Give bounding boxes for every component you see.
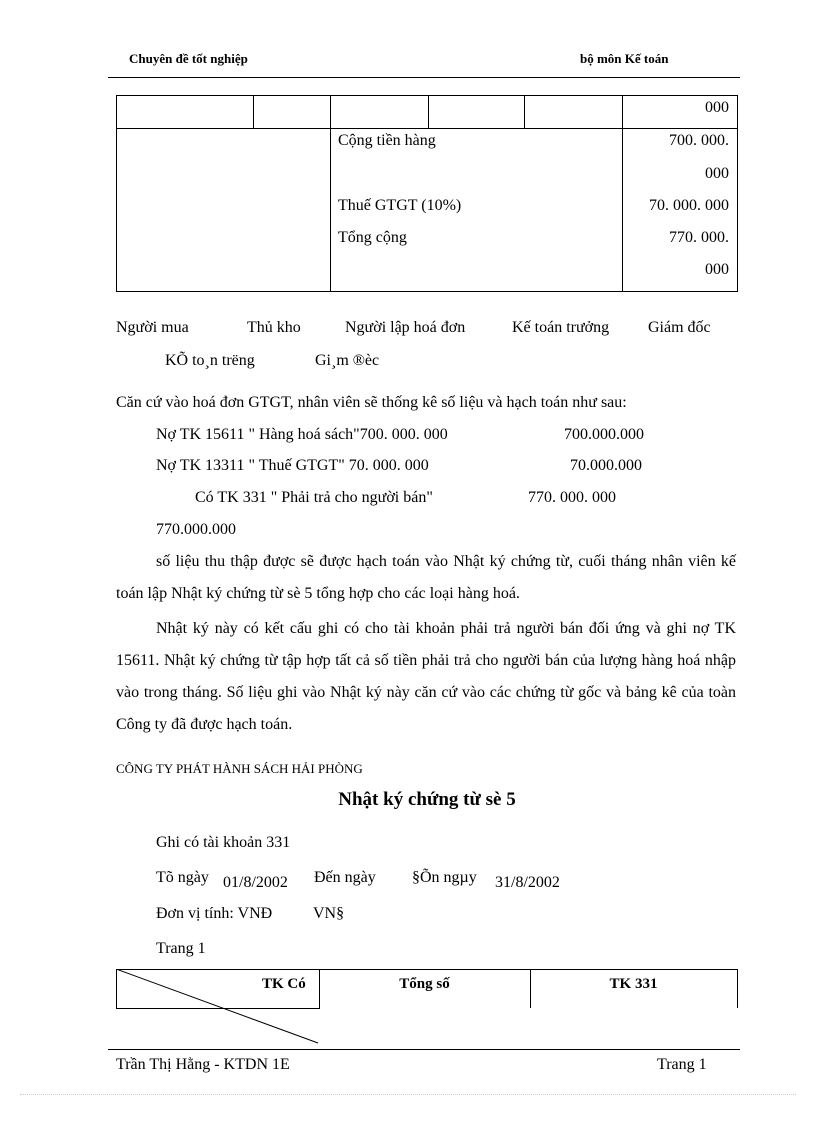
signature-director: Giám đốc [648, 319, 711, 336]
header-rule [108, 77, 740, 78]
vat-value: 70. 000. 000 [649, 197, 729, 214]
journal-credit-account: Ghi có tài khoản 331 [156, 834, 291, 851]
company-name: CÔNG TY PHÁT HÀNH SÁCH HẢI PHÒNG [116, 761, 363, 776]
entry-debit-vat: Nợ TK 13311 " Thuế GTGT" 70. 000. 000 [156, 457, 429, 474]
journal-to-label: Đến ngày [314, 869, 376, 886]
entry-credit-amount-wrap: 770.000.000 [156, 521, 236, 538]
top-row-value: 000 [705, 99, 729, 116]
footer-rule [108, 1049, 740, 1050]
signature-buyer: Người mua [116, 319, 189, 336]
subtotal-value-2: 000 [705, 165, 729, 182]
paragraph-structure: Nhật ký này có kết cấu ghi có cho tài khoản phải trả người bán đối ứng và ghi nợ TK 15611. Nhật ký chứng từ tập hợp tất cả số tiền phải trả cho người bán của lượng hàng hoá nhập vào trong tháng. Số liệu ghi vào Nhật ký này căn cứ vào các chứng từ gốc và bảng kê của toàn Công ty đã được hạch toán. [116, 620, 736, 733]
journal-title: Nhật ký chứng từ sè 5 [338, 789, 516, 810]
journal-to-label-legacy: §Õn ngµy [412, 869, 477, 886]
entry-credit-payable-amount: 770. 000. 000 [528, 489, 616, 506]
journal-page: Trang 1 [156, 940, 206, 957]
signature-chief-accountant: Kế toán trưởng [512, 319, 610, 336]
entry-debit-goods: Nợ TK 15611 " Hàng hoá sách"700. 000. 000 [156, 426, 448, 443]
signature-legacy-chief-accountant: KÕ to¸n trëng [165, 352, 255, 369]
page-edge-dots [20, 1094, 796, 1095]
entry-credit-payable: Có TK 331 " Phải trả cho người bán" [195, 489, 433, 506]
journal-unit: Đơn vị tính: VNĐ [156, 905, 273, 922]
signature-invoice-maker: Người lập hoá đơn [345, 319, 466, 336]
journal-col-tk331: TK 331 [609, 976, 658, 992]
vat-label: Thuế GTGT (10%) [338, 197, 462, 214]
journal-unit-legacy: VN§ [313, 905, 345, 922]
footer-left: Trần Thị Hằng - KTDN 1E [116, 1056, 290, 1073]
signature-legacy-director: Gi¸m ®èc [315, 352, 380, 369]
total-label: Tổng cộng [338, 229, 407, 246]
subtotal-label: Cộng tiền hàng [338, 132, 436, 149]
signature-storekeeper: Thủ kho [247, 319, 301, 336]
total-value-2: 000 [705, 261, 729, 278]
journal-from-label: Tõ ngày [156, 869, 209, 886]
header-right: bộ môn Kế toán [580, 51, 669, 66]
entries-intro: Căn cứ vào hoá đơn GTGT, nhân viên sẽ thống kê số liệu và hạch toán như sau: [116, 394, 627, 411]
subtotal-value-1: 700. 000. [669, 132, 729, 149]
footer-right: Trang 1 [657, 1056, 707, 1073]
entry-debit-goods-amount: 700.000.000 [564, 426, 644, 443]
paragraph-summary: số liệu thu thập được sẽ được hạch toán vào Nhật ký chứng từ, cuối tháng nhân viên kế toán lập Nhật ký chứng từ sè 5 tổng hợp cho các loại hàng hoá. [116, 553, 736, 602]
journal-from-date: 01/8/2002 [223, 874, 288, 891]
entry-debit-vat-amount: 70.000.000 [570, 457, 642, 474]
journal-col-total: Tổng số [399, 976, 450, 992]
journal-col-credit: TK Có [262, 976, 306, 992]
total-value-1: 770. 000. [669, 229, 729, 246]
journal-to-date: 31/8/2002 [495, 874, 560, 891]
header-left: Chuyên đề tốt nghiệp [129, 51, 248, 66]
